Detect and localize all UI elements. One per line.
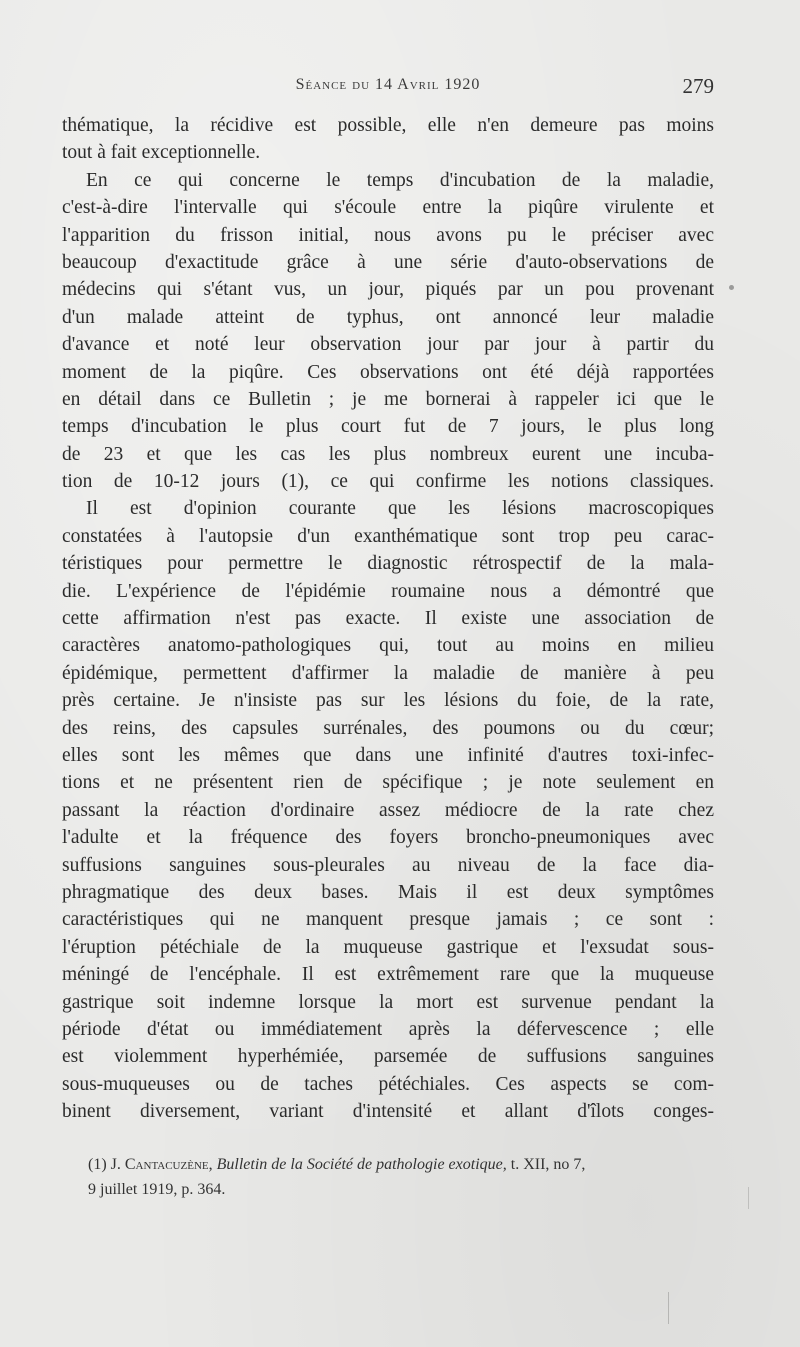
- footnote-line-1: [88, 1152, 714, 1177]
- text-line: passant la réaction d'ordinaire assez médiocre de la rate chez: [62, 799, 714, 821]
- page-header: [62, 76, 714, 106]
- text-line: Il est d'opinion courante que les lésions macroscopiques: [86, 498, 714, 520]
- text-line: méningé de l'encéphale. Il est extrêmement rare que la muqueuse: [62, 964, 714, 986]
- text-line: sous-muqueuses ou de taches pétéchiales. Ces aspects se com-: [62, 1073, 714, 1095]
- page-speck: [668, 1292, 669, 1324]
- text-line: période d'état ou immédiatement après la défervescence ; elle: [62, 1018, 714, 1040]
- page-number: 279: [682, 74, 714, 98]
- text-line: en détail dans ce Bulletin ; je me bornerai à rappeler ici que le: [62, 388, 714, 410]
- footnote: [88, 1152, 714, 1202]
- text-line: thématique, la récidive est possible, elle n'en demeure pas moins: [62, 115, 714, 136]
- text-line: beaucoup d'exactitude grâce à une série d'auto-observations de: [62, 251, 714, 273]
- text-line: die. L'expérience de l'épidémie roumaine nous a démontré que: [62, 580, 714, 602]
- page-speck: [748, 1187, 749, 1209]
- footnote-volume: t. XII, no 7,: [510, 1156, 586, 1173]
- text-line: l'adulte et la fréquence des foyers broncho-pneumoniques avec: [62, 827, 714, 849]
- text-line: elles sont les mêmes que dans une infinité d'autres toxi-infec-: [62, 744, 714, 766]
- text-line: l'éruption pétéchiale de la muqueuse gastrique et l'exsudat sous-: [62, 936, 714, 958]
- footnote-author: J. Cantacuzène,: [110, 1156, 213, 1173]
- footnote-line-2: 9 juillet 1919, p. 364.: [88, 1181, 226, 1198]
- text-line: médecins qui s'étant vus, un jour, piqués par un pou provenant: [62, 279, 714, 301]
- footnote-journal-title: Bulletin de la Société de pathologie exotique,: [216, 1156, 507, 1173]
- text-line: caractères anatomo-pathologiques qui, tout au moins en milieu: [62, 635, 714, 657]
- text-line: moment de la piqûre. Ces observations ont été déjà rapportées: [62, 361, 714, 383]
- text-line: En ce qui concerne le temps d'incubation de la maladie,: [86, 169, 714, 191]
- text-line: tions et ne présentent rien de spécifique ; je note seulement en: [62, 772, 714, 794]
- text-line: des reins, des capsules surrénales, des poumons ou du cœur;: [62, 717, 714, 739]
- text-line: près certaine. Je n'insiste pas sur les lésions du foie, de la rate,: [62, 690, 714, 712]
- text-line: suffusions sanguines sous-pleurales au niveau de la face dia-: [62, 854, 714, 876]
- text-line: téristiques pour permettre le diagnostic rétrospectif de la mala-: [62, 553, 714, 575]
- text-line: d'un malade atteint de typhus, ont annoncé leur maladie: [62, 306, 714, 328]
- text-line: caractéristiques qui ne manquent presque jamais ; ce sont :: [62, 909, 714, 931]
- text-line: temps d'incubation le plus court fut de 7 jours, le plus long: [62, 416, 714, 438]
- text-line: tion de 10-12 jours (1), ce qui confirme les notions classiques.: [62, 471, 714, 493]
- text-line: binent diversement, variant d'intensité et allant d'îlots conges-: [62, 1101, 714, 1123]
- text-line: de 23 et que les cas les plus nombreux eurent une incuba-: [62, 443, 714, 465]
- text-line: est violemment hyperhémiée, parsemée de suffusions sanguines: [62, 1046, 714, 1068]
- body-text: [62, 112, 714, 1125]
- text-line: constatées à l'autopsie d'un exanthématique sont trop peu carac-: [62, 525, 714, 547]
- text-line: phragmatique des deux bases. Mais il est deux symptômes: [62, 881, 714, 903]
- text-line: épidémique, permettent d'affirmer la maladie de manière à peu: [62, 662, 714, 684]
- text-line: cette affirmation n'est pas exacte. Il existe une association de: [62, 608, 714, 630]
- running-head: Séance du 14 Avril 1920: [295, 76, 481, 93]
- text-line: tout à fait exceptionnelle.: [62, 142, 261, 164]
- footnote-marker: (1): [88, 1156, 107, 1173]
- text-line: d'avance et noté leur observation jour par jour à partir du: [62, 334, 714, 356]
- page-speck: [729, 285, 734, 290]
- text-line: l'apparition du frisson initial, nous avons pu le préciser avec: [62, 224, 714, 246]
- text-line: gastrique soit indemne lorsque la mort est survenue pendant la: [62, 991, 714, 1013]
- text-line: c'est-à-dire l'intervalle qui s'écoule entre la piqûre virulente et: [62, 197, 714, 219]
